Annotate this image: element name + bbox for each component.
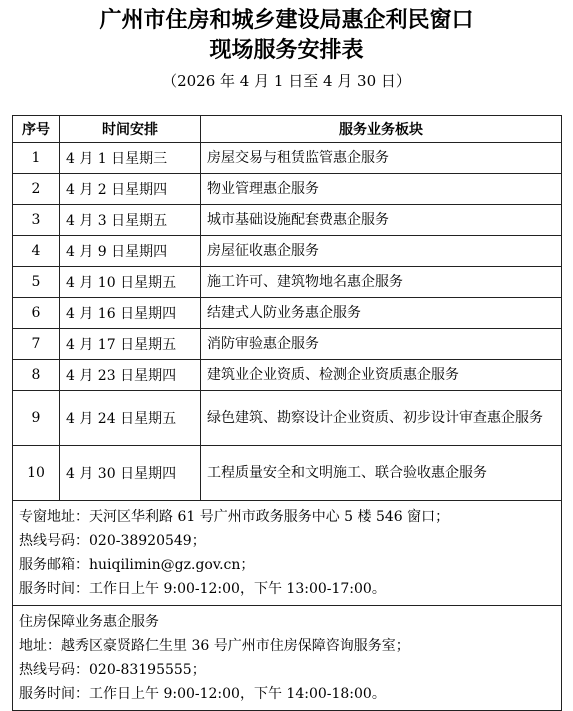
row-date: 4 月 30 日星期四 [60,446,201,501]
row-service: 物业管理惠企服务 [201,174,562,205]
housing-hours: 服务时间：工作日上午 9:00-12:00，下午 14:00-18:00。 [19,686,386,702]
table-row [13,267,562,298]
row-date: 4 月 3 日星期五 [60,205,201,236]
row-service: 城市基础设施配套费惠企服务 [201,205,562,236]
row-service: 结建式人防业务惠企服务 [201,298,562,329]
row-date: 4 月 10 日星期五 [60,267,201,298]
row-date: 4 月 9 日星期四 [60,236,201,267]
window-hours: 服务时间：工作日上午 9:00-12:00，下午 13:00-17:00。 [19,581,386,597]
row-service: 绿色建筑、勘察设计企业资质、初步设计审查惠企服务 [201,391,562,446]
date-range-subtitle: （2026 年 4 月 1 日至 4 月 30 日） [162,72,411,90]
row-no: 4 [13,236,60,267]
row-service: 消防审验惠企服务 [201,329,562,360]
table-row [13,143,562,174]
row-no: 8 [13,360,60,391]
contact-info-row [13,501,562,606]
row-no: 2 [13,174,60,205]
window-address: 专窗地址：天河区华利路 61 号广州市政务服务中心 5 楼 546 窗口； [19,509,450,525]
row-service: 建筑业企业资质、检测企业资质惠企服务 [201,360,562,391]
table-row [13,298,562,329]
row-service: 施工许可、建筑物地名惠企服务 [201,267,562,298]
row-date: 4 月 2 日星期四 [60,174,201,205]
header-service: 服务业务板块 [201,116,562,143]
schedule-table [12,115,562,711]
page-title: 广州市住房和城乡建设局惠企利民窗口 [99,8,474,33]
window-email: 服务邮箱：huiqilimin@gz.gov.cn； [19,557,255,573]
table-row [13,391,562,446]
header-date: 时间安排 [60,116,201,143]
row-date: 4 月 1 日星期三 [60,143,201,174]
row-no: 3 [13,205,60,236]
header-no: 序号 [13,116,60,143]
row-service: 房屋征收惠企服务 [201,236,562,267]
housing-info-row [13,606,562,711]
table-header-row [13,116,562,143]
row-date: 4 月 24 日星期五 [60,391,201,446]
table-row [13,446,562,501]
contact-info-window [13,501,562,606]
row-service: 工程质量安全和文明施工、联合验收惠企服务 [201,446,562,501]
row-no: 6 [13,298,60,329]
row-no: 10 [13,446,60,501]
row-no: 7 [13,329,60,360]
table-row [13,329,562,360]
row-date: 4 月 23 日星期四 [60,360,201,391]
row-date: 4 月 17 日星期五 [60,329,201,360]
row-no: 5 [13,267,60,298]
row-service: 房屋交易与租赁监管惠企服务 [201,143,562,174]
table-row [13,360,562,391]
contact-info-housing [13,606,562,711]
housing-address: 地址：越秀区豪贤路仁生里 36 号广州市住房保障咨询服务室； [19,638,410,654]
row-date: 4 月 16 日星期四 [60,298,201,329]
housing-hotline: 热线号码：020-83195555； [19,662,206,678]
page-title-line2: 现场服务安排表 [209,38,364,63]
table-row [13,205,562,236]
row-no: 9 [13,391,60,446]
housing-heading: 住房保障业务惠企服务 [19,614,159,630]
row-no: 1 [13,143,60,174]
table-row [13,236,562,267]
window-hotline: 热线号码：020-38920549； [19,533,206,549]
table-row [13,174,562,205]
